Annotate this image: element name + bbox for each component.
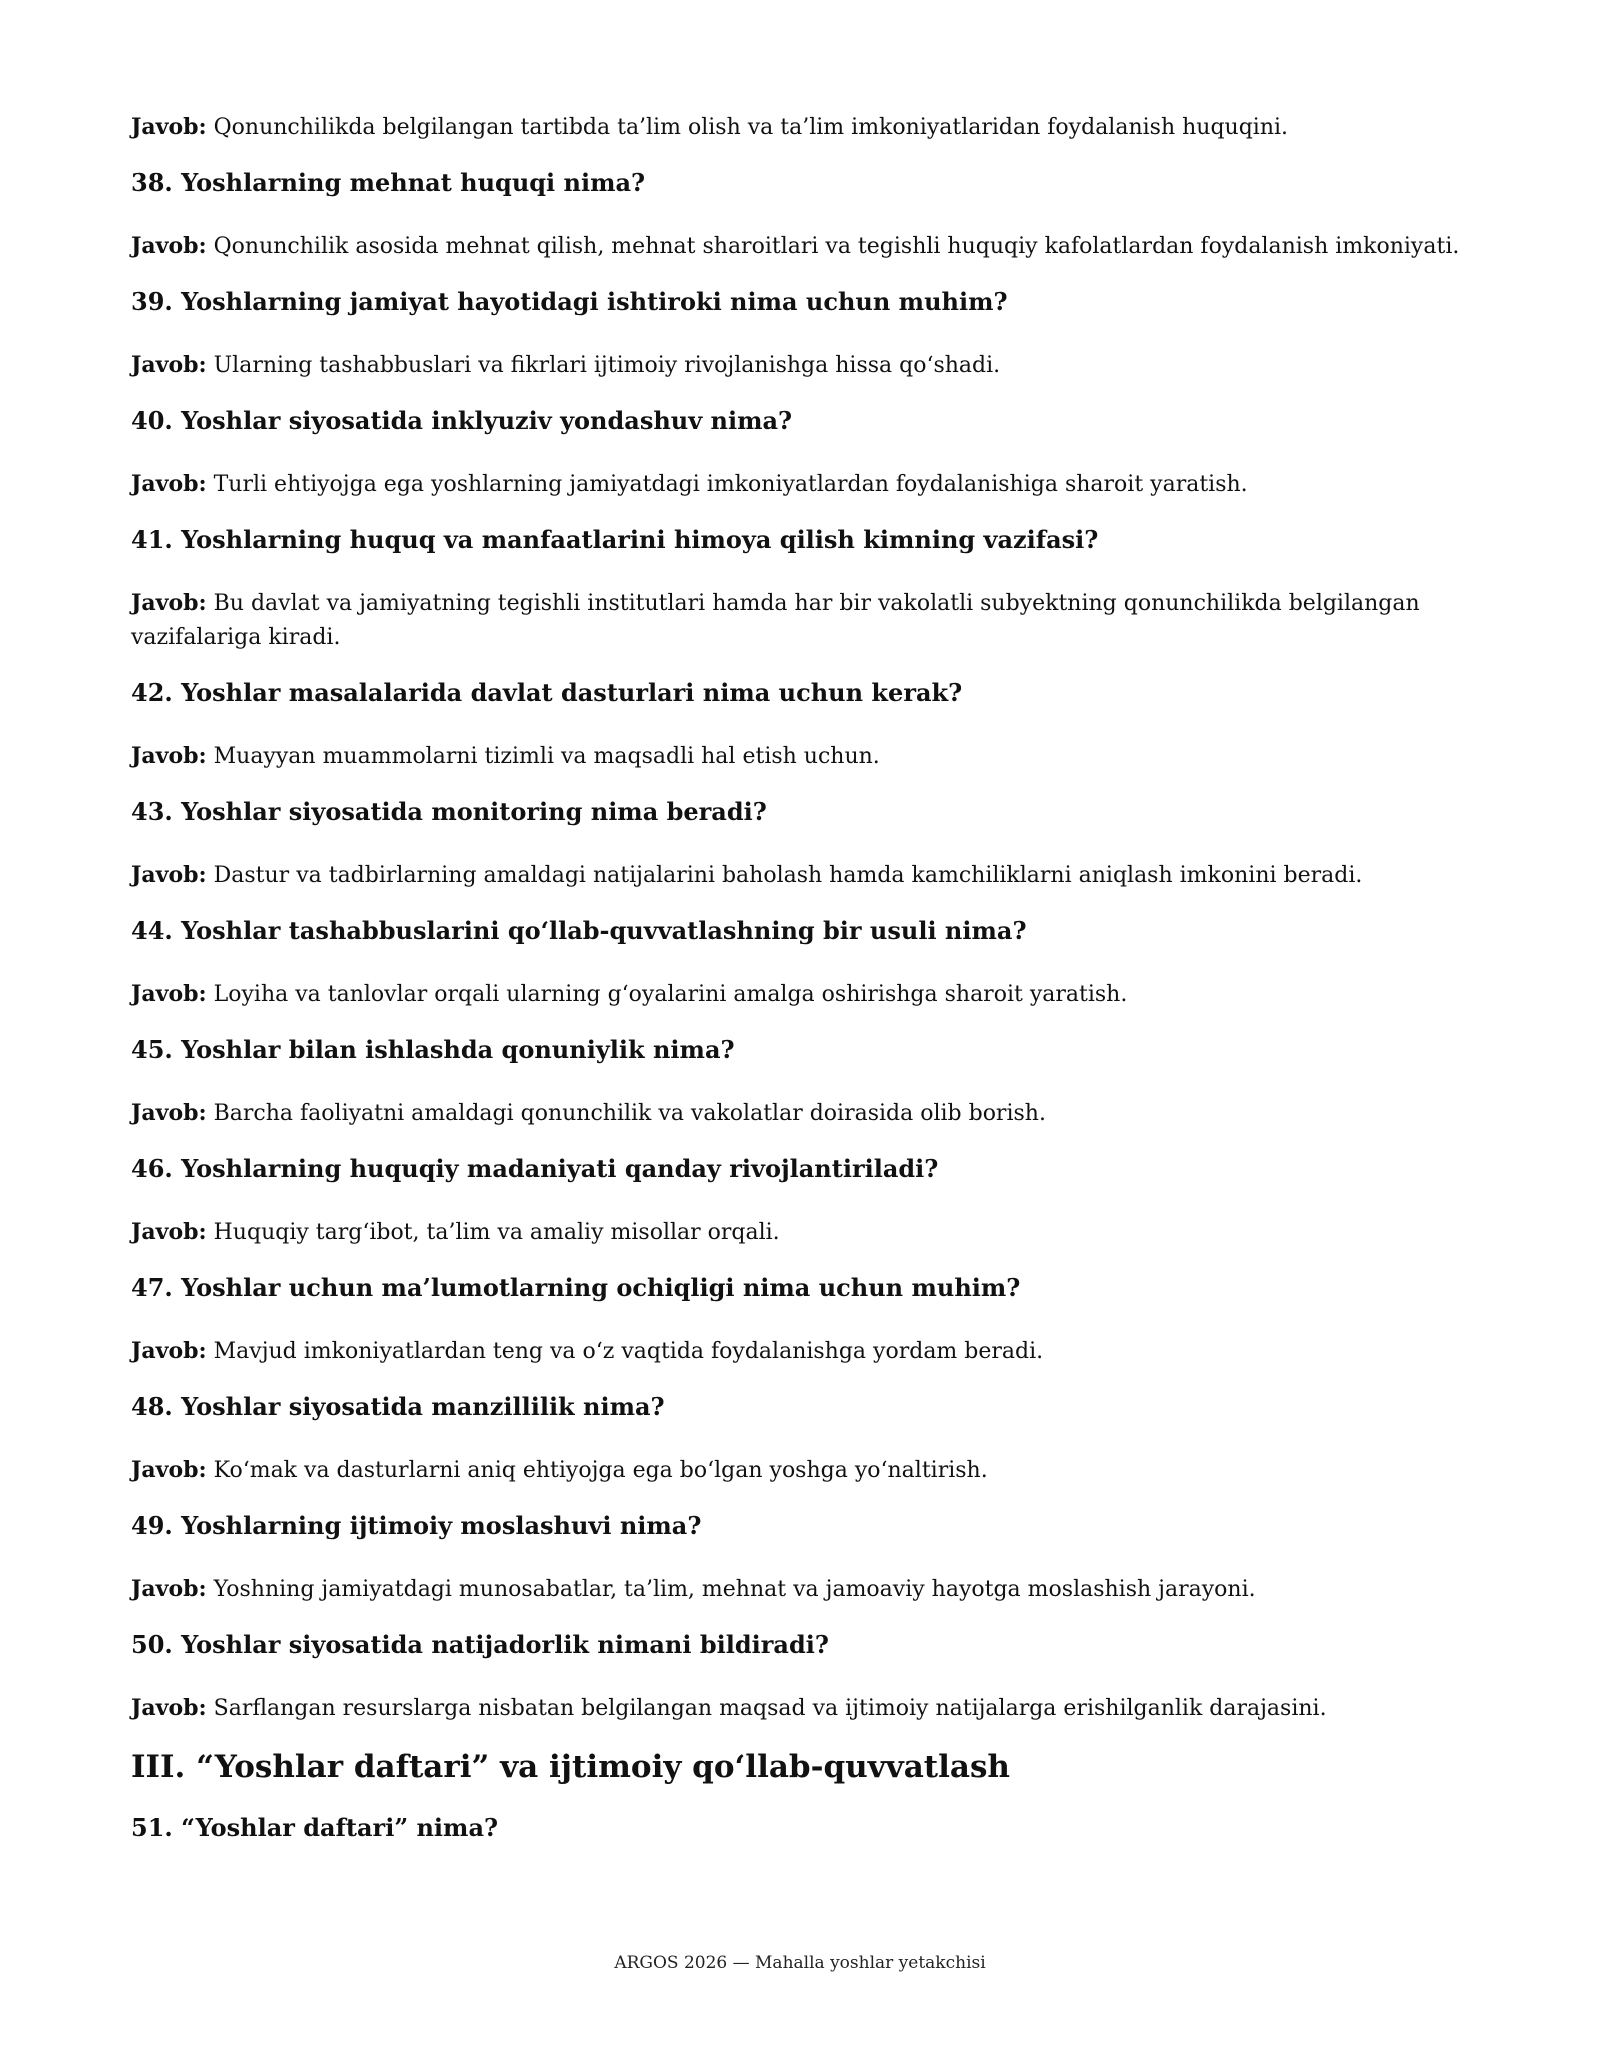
question-heading: 51. “Yoshlar daftari” nima? [131,1813,499,1842]
answer-paragraph [131,1691,1471,1726]
answer-label: Javob: [131,743,207,769]
answer-paragraph [131,977,1471,1012]
answer-label: Javob: [131,981,207,1007]
answer-text: Bu davlat va jamiyatning tegishli institutlari hamda har bir vakolatli subyektning qonunchilikda belgilangan vazifalariga kiradi. [131,591,1420,650]
answer-text: Turli ehtiyojga ega yoshlarning jamiyatdagi imkoniyatlardan foydalanishiga sharoit yaratish. [213,472,1248,497]
answer-text: Mavjud imkoniyatlardan teng va o‘z vaqtida foydalanishga yordam beradi. [213,1339,1044,1364]
document-body [131,110,1471,1874]
answer-paragraph [131,1572,1471,1607]
answer-label: Javob: [131,1100,207,1126]
question-heading: 48. Yoshlar siyosatida manzillilik nima? [131,1392,665,1421]
question-heading: 42. Yoshlar masalalarida davlat dasturlari nima uchun kerak? [131,678,963,707]
answer-text: Huquqiy targ‘ibot, ta’lim va amaliy misollar orqali. [213,1220,780,1245]
question-heading: 49. Yoshlarning ijtimoiy moslashuvi nima? [131,1511,702,1540]
question-heading: 38. Yoshlarning mehnat huquqi nima? [131,168,646,197]
page-footer: ARGOS 2026 — Mahalla yoshlar yetakchisi [614,1953,986,1973]
answer-text: Muayyan muammolarni tizimli va maqsadli hal etish uchun. [213,744,880,769]
answer-paragraph [131,229,1471,264]
question-heading: 45. Yoshlar bilan ishlashda qonuniylik nima? [131,1035,735,1064]
answer-label: Javob: [131,862,207,888]
answer-label: Javob: [131,590,207,616]
answer-paragraph [131,739,1471,774]
answer-label: Javob: [131,1219,207,1245]
question-heading: 40. Yoshlar siyosatida inklyuziv yondashuv nima? [131,406,793,435]
answer-label: Javob: [131,1457,207,1483]
answer-label: Javob: [131,471,207,497]
question-heading: 50. Yoshlar siyosatida natijadorlik nimani bildiradi? [131,1630,829,1659]
answer-text: Ularning tashabbuslari va fikrlari ijtimoiy rivojlanishga hissa qo‘shadi. [213,353,1001,378]
answer-paragraph [131,858,1471,893]
question-heading: 44. Yoshlar tashabbuslarini qo‘llab-quvvatlashning bir usuli nima? [131,916,1027,945]
answer-paragraph [131,110,1471,145]
answer-text: Dastur va tadbirlarning amaldagi natijalarini baholash hamda kamchiliklarni aniqlash imkonini beradi. [213,863,1363,888]
answer-text: Barcha faoliyatni amaldagi qonunchilik va vakolatlar doirasida olib borish. [213,1101,1046,1126]
answer-paragraph [131,1096,1471,1131]
answer-paragraph [131,1453,1471,1488]
answer-text: Sarflangan resurslarga nisbatan belgilangan maqsad va ijtimoiy natijalarga erishilganlik darajasini. [213,1696,1327,1721]
answer-paragraph [131,1334,1471,1369]
answer-label: Javob: [131,114,207,140]
question-heading: 47. Yoshlar uchun ma’lumotlarning ochiqligi nima uchun muhim? [131,1273,1021,1302]
question-heading: 41. Yoshlarning huquq va manfaatlarini himoya qilish kimning vazifasi? [131,525,1099,554]
answer-paragraph [131,586,1471,655]
question-heading: 39. Yoshlarning jamiyat hayotidagi ishtiroki nima uchun muhim? [131,287,1008,316]
answer-paragraph [131,1215,1471,1250]
answer-text: Ko‘mak va dasturlarni aniq ehtiyojga ega bo‘lgan yoshga yo‘naltirish. [213,1458,988,1483]
answer-paragraph [131,348,1471,383]
section-heading: III. “Yoshlar daftari” va ijtimoiy qo‘llab-quvvatlash [131,1749,1010,1785]
answer-label: Javob: [131,1695,207,1721]
answer-text: Loyiha va tanlovlar orqali ularning g‘oyalarini amalga oshirishga sharoit yaratish. [213,982,1128,1007]
answer-label: Javob: [131,1338,207,1364]
answer-paragraph [131,467,1471,502]
answer-label: Javob: [131,1576,207,1602]
answer-label: Javob: [131,352,207,378]
answer-text: Yoshning jamiyatdagi munosabatlar, ta’lim, mehnat va jamoaviy hayotga moslashish jarayoni. [213,1577,1256,1602]
question-heading: 43. Yoshlar siyosatida monitoring nima beradi? [131,797,767,826]
answer-text: Qonunchilikda belgilangan tartibda ta’lim olish va ta’lim imkoniyatlaridan foydalanish huquqini. [213,115,1289,140]
answer-label: Javob: [131,233,207,259]
question-heading: 46. Yoshlarning huquqiy madaniyati qanday rivojlantiriladi? [131,1154,939,1183]
answer-text: Qonunchilik asosida mehnat qilish, mehnat sharoitlari va tegishli huquqiy kafolatlardan foydalanish imkoniyati. [213,234,1460,259]
